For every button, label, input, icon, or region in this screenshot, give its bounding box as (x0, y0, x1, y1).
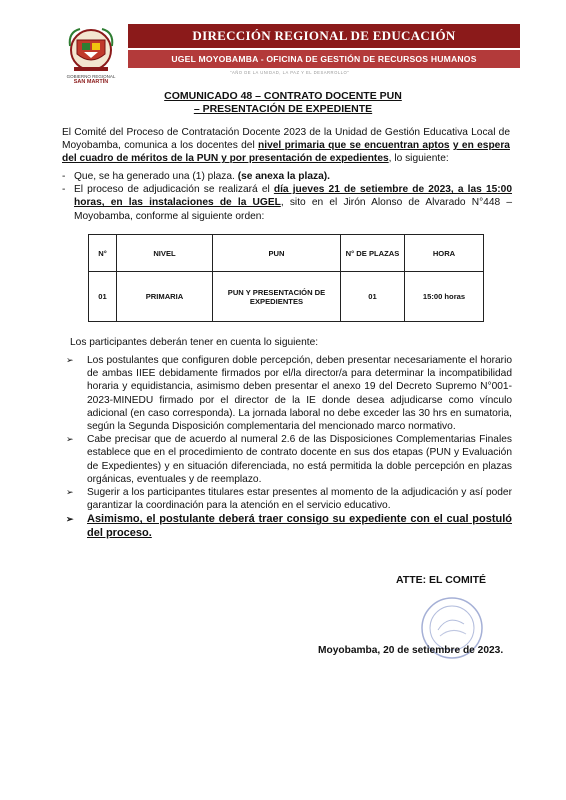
letterhead (60, 18, 520, 85)
arrow-bullet-icon: ➢ (66, 487, 74, 498)
list-item (66, 354, 512, 433)
org-subtitle: UGEL MOYOBAMBA - OFICINA DE GESTIÓN DE RECURSOS HUMANOS (128, 50, 520, 68)
intro-text: El Comité del Proceso de Contratación Docente 2023 de la Unidad de Gestión Educativa Local de Moyobamba, comunica a los docentes del (62, 127, 510, 152)
considerations-list (66, 354, 512, 540)
col-header-time: HORA (405, 235, 484, 272)
org-title: DIRECCIÓN REGIONAL DE EDUCACIÓN (128, 24, 520, 48)
dash-bullet: - (62, 184, 66, 196)
announcement-list (62, 170, 512, 223)
arrow-bullet-icon: ➢ (66, 434, 74, 445)
col-header-number: N° (89, 235, 117, 272)
dash-bullet: - (62, 171, 66, 182)
list-item (66, 486, 512, 512)
col-header-seats: N° DE PLAZAS (341, 235, 405, 272)
arrow-bullet-icon: ➢ (66, 355, 74, 365)
document-subtitle: – PRESENTACIÓN DE EXPEDIENTE (193, 103, 373, 115)
arrow-bullet-icon: ➢ (66, 514, 74, 525)
list-item (66, 433, 512, 486)
signature-committee: ATTE: EL COMITÉ (396, 574, 487, 586)
adjudication-table (88, 234, 484, 322)
col-header-pun: PUN (213, 235, 341, 272)
item-text: Asimismo, el postulante deberá traer consigo su expediente con el cual postuló del proceso. (87, 513, 512, 540)
year-motto: "AÑO DE LA UNIDAD, LA PAZ Y EL DESARROLLO" (230, 70, 350, 75)
list-item (62, 170, 512, 183)
logo-caption: GOBIERNO REGIONAL (66, 74, 116, 79)
item-text: Cabe precisar que de acuerdo al numeral 2.6 de las Disposiciones Complementarias Finales establece que en el procedimiento de contrato docente en sus dos etapas (PUN y Evaluación de Expedientes) y en situación diferenciada, no está permitida la doble percepción en plazas orgánicas, eventuales y de reemplazo. (87, 434, 512, 485)
list-item (66, 512, 512, 540)
item-text: El proceso de adjudicación se realizará el (74, 184, 274, 196)
cell-time: 15:00 horas (405, 272, 484, 322)
cell-seats: 01 (341, 272, 405, 322)
item-text: , sito en el Jirón Alonso de Alvarado N°448 – Moyobamba, conforme al siguiente orden: (74, 197, 512, 222)
intro-emphasis: y en espera del cuadro de méritos de la PUN y por presentación de expedientes (62, 140, 510, 165)
table-row (89, 272, 484, 322)
cell-level: PRIMARIA (117, 272, 213, 322)
item-text: Sugerir a los participantes titulares estar presentes al momento de la adjudicación y así poder garantizar la coordinación para la atención en el servicio educativo. (87, 487, 512, 512)
table-header-row (89, 235, 484, 272)
intro-text: , lo siguiente: (388, 153, 449, 165)
list-item (62, 183, 512, 223)
col-header-level: NIVEL (117, 235, 213, 272)
logo-region: SAN MARTÍN (73, 79, 109, 85)
intro-emphasis: nivel primaria que se encuentran aptos (258, 140, 450, 152)
document-title: COMUNICADO 48 – CONTRATO DOCENTE PUN (164, 90, 402, 102)
item-emphasis: (se anexa la plaza). (237, 171, 330, 182)
cell-number: 01 (89, 272, 117, 322)
item-emphasis: día jueves 21 de setiembre de 2023, a las 15:00 horas, en las instalaciones de la UGEL (74, 184, 513, 209)
item-text: Que, se ha generado una (1) plaza. (74, 171, 238, 182)
intro-paragraph (62, 126, 510, 166)
cell-pun: PUN Y PRESENTACIÓN DE EXPEDIENTES (213, 272, 341, 322)
item-text: Los postulantes que configuren doble percepción, deben presentar necesariamente el horario de ambas IIEE debidamente firmados por el/la director/a para determinar la incompatibilidad horaria y equidistancia, asimismo deben presentar el anexo 19 del Decreto Supremo N°001-2023-MINEDU firmado por el director de la IE donde desea adjudicarse como vínculo adicional (en caso corresponda). La jornada laboral no debe exceder las 30 hrs en sumatoria, según la Segunda Disposición complementaria del mencionado marco normativo. (87, 355, 512, 433)
participants-note: Los participantes deberán tener en cuenta lo siguiente: (70, 337, 319, 348)
place-and-date: Moyobamba, 20 de setiembre de 2023. (318, 645, 504, 656)
